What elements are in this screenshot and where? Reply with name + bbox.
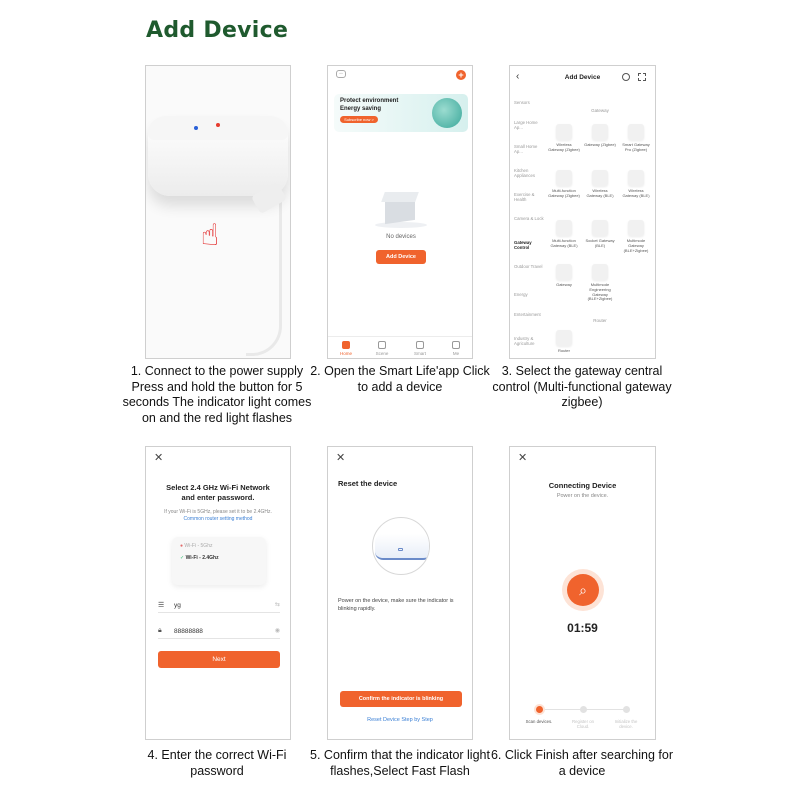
device-item[interactable]: Socket Gateway (BLE) [584,220,616,249]
back-arrow-icon[interactable]: ‹ [516,71,520,82]
device-image [592,124,608,140]
step-label-scan: Scan devices. [525,719,553,724]
pointing-hand-icon: ☝ [200,219,220,252]
step-label-initialize: Initialize the device. [614,719,638,729]
device-item[interactable]: Multi-function Gateway (Zigbee) [548,170,580,199]
category-item[interactable]: Kitchen Appliances [514,168,536,178]
wifi-icon: ☰ [158,602,165,609]
wifi-hint: If your Wi-Fi is 5GHz, please set it to be 2.4GHz. [164,509,272,515]
profile-icon [452,341,460,349]
wifi-band-illustration [172,537,266,585]
search-icon: ⌕ [567,574,599,606]
device-image [556,330,572,346]
device-item[interactable]: Wireless Gateway (BLE) [584,170,616,199]
connecting-heading: Connecting Device [548,481,617,490]
wifi-subtext [146,509,290,523]
globe-icon [432,98,462,128]
category-item[interactable]: Energy [514,292,528,297]
category-item[interactable]: Small Home Ap... [514,144,538,154]
device-item[interactable]: Wireless Gateway (Zigbee) [548,124,580,153]
step4-caption: 4. Enter the correct Wi-Fi password [147,748,287,778]
device-image [628,124,644,140]
category-item[interactable]: Large Home Ap... [514,120,538,130]
category-item[interactable]: Exercise & Health [514,192,535,202]
category-item[interactable]: Sensors [514,100,530,105]
device-image [628,170,644,186]
home-icon [342,341,350,349]
scene-icon [378,341,386,349]
avatar[interactable]: ◦◦ [336,70,346,78]
tab-smart[interactable]: Smart [408,341,432,356]
empty-state-text: No devices [386,234,416,240]
device-image [592,264,608,280]
add-device-button[interactable]: Add Device [376,250,426,264]
reset-step-by-step-link[interactable]: Reset Device Step by Step [367,717,433,723]
category-item[interactable]: Entertainment [514,312,541,317]
step5-reset-screen [327,446,473,740]
category-item-gateway-control[interactable]: Gateway Control [514,240,532,250]
device-image [628,220,644,236]
close-icon[interactable]: ✕ [336,452,346,464]
step-label-register: Register on Cloud. [572,719,594,729]
check-icon: ✓ [180,555,185,561]
device-item[interactable]: Multi-function Gateway (BLE) [548,220,580,249]
close-icon[interactable]: ✕ [518,452,528,464]
step3-add-device-screen [509,65,656,359]
category-item[interactable]: Camera & Lock [514,216,544,221]
bottom-tab-bar [328,336,472,358]
step2-caption: 2. Open the Smart Life'app Click to add a device [310,364,490,394]
section-router: Router [593,318,607,323]
device-image [556,264,572,280]
eye-icon[interactable]: ◉ [274,628,280,634]
step-dot-initialize [623,706,630,713]
step6-connecting-screen [509,446,656,740]
countdown-timer: 01:59 [567,621,598,635]
auto-scan-icon[interactable] [622,73,630,81]
device-image [592,220,608,236]
step3-caption: 3. Select the gateway central control (Multi-functional gateway zigbee) [492,364,672,409]
device-image [556,170,572,186]
red-indicator-light [216,123,220,127]
step6-caption: 6. Click Finish after searching for a device [490,748,673,778]
empty-box-icon [375,184,427,230]
step4-wifi-screen [145,446,291,740]
step1-caption: 1. Connect to the power supply Press and hold the button for 5 seconds The indicator light comes on and the red light flashes [122,364,312,425]
banner-subtitle: Energy saving [340,106,382,112]
add-plus-button[interactable]: + [456,70,466,80]
smart-icon [416,341,424,349]
tab-home[interactable]: Home [334,341,358,356]
screen-header: Add Device [564,74,601,81]
reset-heading: Reset the device [338,479,398,488]
page-title: Add Device [146,18,289,43]
device-item[interactable]: Gateway [548,264,580,288]
confirm-blinking-button[interactable]: Confirm the indicator is blinking [340,691,462,707]
gateway-hub-top [148,116,288,140]
step-dot-register [580,706,587,713]
wifi-5g-row: ● Wi-Fi - 5Ghz [180,543,213,549]
qr-scan-icon[interactable] [638,73,646,81]
password-field[interactable]: 🔒︎ 88888888 ◉ [158,623,280,639]
device-item[interactable]: Gateway (Zigbee) [584,124,616,148]
step2-home-screen [327,65,473,359]
section-gateway: Gateway [591,108,609,113]
device-illustration [372,517,430,575]
device-image [592,170,608,186]
wifi-heading: Select 2.4 GHz Wi-Fi Network and enter password. [166,483,270,502]
device-image [556,220,572,236]
switch-network-icon[interactable]: ⇆ [274,602,280,608]
tab-me[interactable]: Me [444,341,468,356]
ssid-field[interactable]: ☰ yg ⇆ [158,597,280,613]
step-dot-scan [536,706,543,713]
next-button[interactable]: Next [158,651,280,668]
promo-banner[interactable] [334,94,468,132]
wifi-24g-row: ✓ Wi-Fi - 2.4Ghz [180,555,219,561]
blue-indicator-light [194,126,198,130]
router-setting-link[interactable]: Common router setting method [183,516,253,522]
device-image [556,124,572,140]
device-item[interactable]: Multimode Gateway (BLE+Zigbee) [620,220,652,253]
device-item[interactable]: Smart Gateway Pro (Zigbee) [620,124,652,153]
banner-subscribe-button[interactable]: Subscribe now > [340,116,378,123]
device-item[interactable]: Router [548,330,580,354]
category-item[interactable]: Industry & Agriculture [514,336,535,346]
device-item[interactable]: Multimode Engineering Gateway (BLE+Zigbee) [584,264,616,302]
banner-title: Protect environment [340,98,399,104]
tab-scene[interactable]: Scene [370,341,394,356]
step5-caption: 5. Confirm that the indicator light flashes,Select Fast Flash [310,748,490,778]
connecting-subheading: Power on the device. [556,493,609,499]
device-item[interactable]: Wireless Gateway (BLE) [620,170,652,199]
step1-device-photo [145,65,291,359]
close-icon[interactable]: ✕ [154,452,164,464]
lock-icon: 🔒︎ [158,627,162,634]
power-cable [246,196,282,356]
category-item[interactable]: Outdoor Travel [514,264,543,269]
reset-description: Power on the device, make sure the indicator is blinking rapidly. [338,598,454,612]
